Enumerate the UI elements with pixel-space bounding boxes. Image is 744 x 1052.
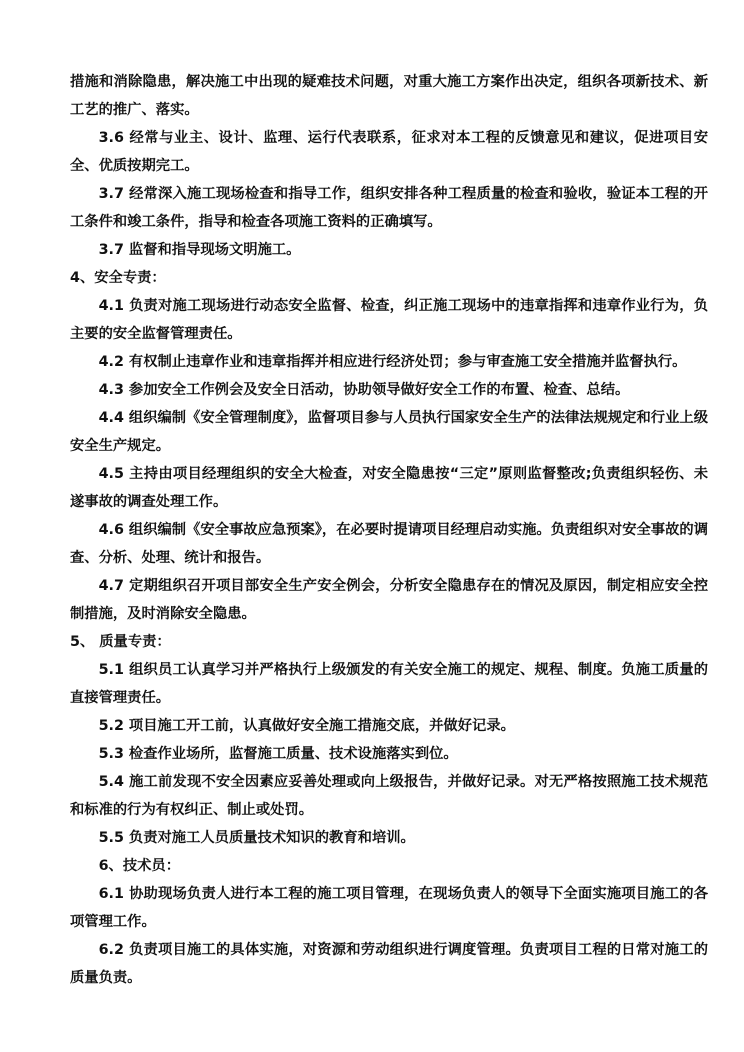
document-body [70, 68, 708, 992]
paragraph-4-1: 4.1 负责对施工现场进行动态安全监督、检查，纠正施工现场中的违章指挥和违章作业行为，负主要的安全监督管理责任。 [70, 298, 708, 342]
paragraph: 措施和消除隐患，解决施工中出现的疑难技术问题，对重大施工方案作出决定，组织各项新技术、新工艺的推广、落实。 [70, 74, 708, 118]
paragraph-4-3: 4.3 参加安全工作例会及安全日活动，协助领导做好安全工作的布置、检查、总结。 [98, 382, 630, 398]
paragraph-4-7: 4.7 定期组织召开项目部安全生产安全例会，分析安全隐患存在的情况及原因，制定相应安全控制措施，及时消除安全隐患。 [70, 578, 708, 622]
paragraph-4-6: 4.6 组织编制《安全事故应急预案》，在必要时提请项目经理启动实施。负责组织对安全事故的调查、分析、处理、统计和报告。 [70, 522, 708, 566]
paragraph-6-1: 6.1 协助现场负责人进行本工程的施工项目管理，在现场负责人的领导下全面实施项目施工的各项管理工作。 [70, 886, 708, 930]
paragraph-6-2: 6.2 负责项目施工的具体实施，对资源和劳动组织进行调度管理。负责项目工程的日常对施工的质量负责。 [70, 942, 708, 986]
section-heading-safety: 4、安全专责： [70, 270, 166, 286]
paragraph-4-4: 4.4 组织编制《安全管理制度》，监督项目参与人员执行国家安全生产的法律法规规定和行业上级安全生产规定。 [70, 410, 708, 454]
section-heading-technician: 6、技术员： [98, 858, 181, 874]
paragraph-5-4: 5.4 施工前发现不安全因素应妥善处理或向上级报告，并做好记录。对无严格按照施工技术规范和标准的行为有权纠正、制止或处罚。 [70, 774, 708, 818]
paragraph-5-5: 5.5 负责对施工人员质量技术知识的教育和培训。 [98, 830, 415, 846]
paragraph-3-7-civilized: 3.7 监督和指导现场文明施工。 [98, 242, 301, 258]
paragraph-5-1: 5.1 组织员工认真学习并严格执行上级颁发的有关安全施工的规定、规程、制度。负施工质量的直接管理责任。 [70, 662, 708, 706]
paragraph-3-7: 3.7 经常深入施工现场检查和指导工作，组织安排各种工程质量的检查和验收，验证本工程的开工条件和竣工条件，指导和检查各项施工资料的正确填写。 [70, 186, 708, 230]
paragraph-4-5: 4.5 主持由项目经理组织的安全大检查，对安全隐患按“三定”原则监督整改;负责组织轻伤、未遂事故的调查处理工作。 [70, 466, 708, 510]
paragraph-3-6: 3.6 经常与业主、设计、监理、运行代表联系，征求对本工程的反馈意见和建议，促进项目安全、优质按期完工。 [70, 130, 708, 174]
paragraph-5-2: 5.2 项目施工开工前，认真做好安全施工措施交底，并做好记录。 [98, 718, 515, 734]
paragraph-4-2: 4.2 有权制止违章作业和违章指挥并相应进行经济处罚；参与审查施工安全措施并监督执行。 [98, 354, 687, 370]
section-heading-quality: 5、 质量专责： [70, 634, 171, 650]
paragraph-5-3: 5.3 检查作业场所，监督施工质量、技术设施落实到位。 [98, 746, 458, 762]
